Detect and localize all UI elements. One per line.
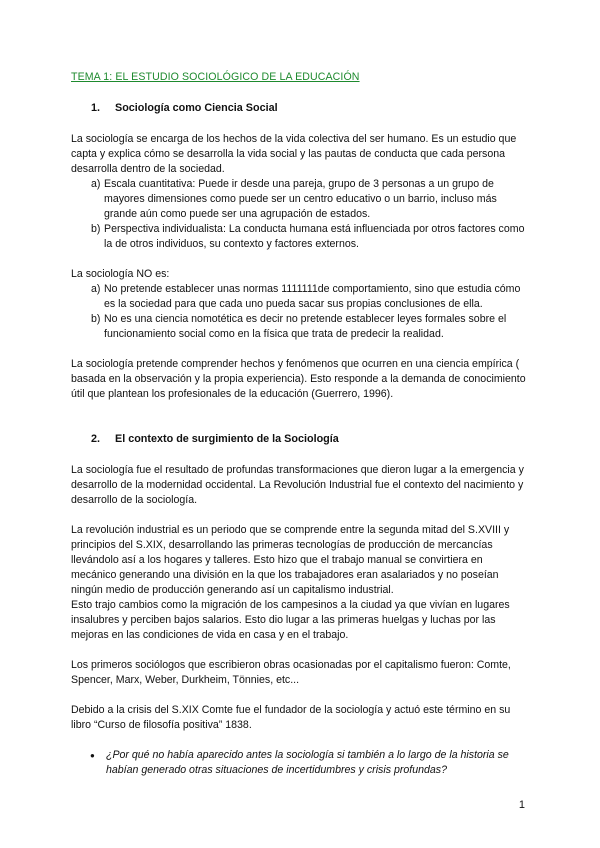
page-number: 1 [518, 799, 525, 811]
list-item-text: Perspectiva individualista: La conducta humana está influenciada por otros factores como la de otros individuos, su contexto y factores externos. [104, 223, 525, 250]
section-1-intro: La sociología se encarga de los hechos de la vida colectiva del ser humano. Es un estudio que capta y explica cómo se desarrolla la vida social y las pautas de conducta que cada persona desarrolla dentro de la sociedad. [71, 133, 517, 175]
bullet-dot-icon: ● [90, 751, 95, 760]
section-1-list [71, 177, 527, 252]
section-2-title: El contexto de surgimiento de la Sociología [115, 433, 339, 445]
list-item-label: b) [91, 223, 101, 235]
document-body [71, 70, 527, 778]
section-2-heading [71, 432, 527, 447]
question-text: ¿Por qué no había aparecido antes la sociología si también a lo largo de la historia se habían generado otras situaciones de incertidumbres y crisis profundas? [106, 749, 509, 776]
no-es-label: La sociología NO es: [71, 268, 170, 280]
no-es-list [71, 282, 527, 342]
section-1-heading [71, 101, 527, 116]
list-item-text: No pretende establecer unas normas 1111111de comportamiento, sino que estudia cómo es la sociedad para que cada uno pueda sacar sus propias conclusiones de ella. [104, 283, 521, 310]
section-1-number: 1. [91, 102, 101, 114]
document-title: TEMA 1: EL ESTUDIO SOCIOLÓGICO DE LA EDUCACIÓN [71, 71, 360, 83]
section-1-title: Sociología como Ciencia Social [115, 102, 278, 114]
list-item-text: No es una ciencia nomotética es decir no pretende establecer leyes formales sobre el funcionamiento social como en la física que trata de predecir la realidad. [104, 313, 507, 340]
section-2-paragraph-3: Esto trajo cambios como la migración de los campesinos a la ciudad ya que vivían en lugares insalubres y perciben bajos salarios. Esto dio lugar a las primeras huelgas y luchas por las mejoras en las condiciones de vida en casa y en el trabajo. [71, 599, 510, 641]
section-2-paragraph-4: Los primeros sociólogos que escribieron obras ocasionadas por el capitalismo fueron: Comte, Spencer, Marx, Weber, Durkheim, Tönnies, etc... [71, 659, 511, 686]
section-2-paragraph-2: La revolución industrial es un periodo que se comprende entre la segunda mitad del S.XVIII y principios del S.XIX, desarrollando las primeras tecnologías de producción de mercancías llevándolo así a los hogares y talleres. Esto hizo que el trabajo manual se convirtiera en mecánico generando una división en la que los trabajadores eran asalariados y no poseían ningún medio de producción generando así un capitalismo industrial. [71, 524, 510, 596]
list-item-label: a) [91, 283, 101, 295]
list-item [71, 312, 527, 342]
list-item-label: b) [91, 313, 101, 325]
list-item-label: a) [91, 178, 101, 190]
list-item-text: Escala cuantitativa: Puede ir desde una pareja, grupo de 3 personas a un grupo de mayores dimensiones como puede ser un centro educativo o un barrio, incluso más grande aún como puede ser una agrupación de estados. [104, 178, 497, 220]
list-item [71, 222, 527, 252]
list-item [71, 177, 527, 222]
section-2-paragraph-5: Debido a la crisis del S.XIX Comte fue el fundador de la sociología y actuó este término en su libro “Curso de filosofía positiva” 1838. [71, 704, 511, 731]
section-2-number: 2. [91, 433, 101, 445]
list-item [71, 282, 527, 312]
question-bullet [71, 748, 527, 778]
section-2-paragraph-1: La sociología fue el resultado de profundas transformaciones que dieron lugar a la emergencia y desarrollo de la modernidad occidental. La Revolución Industrial fue el contexto del nacimiento y desarrollo de la sociología. [71, 464, 524, 506]
section-1-closing: La sociología pretende comprender hechos y fenómenos que ocurren en una ciencia empírica ( basada en la observación y la propia experiencia). Esto responde a la demanda de conocimiento útil que plantean los profesionales de la educación (Guerrero, 1996). [71, 358, 526, 400]
